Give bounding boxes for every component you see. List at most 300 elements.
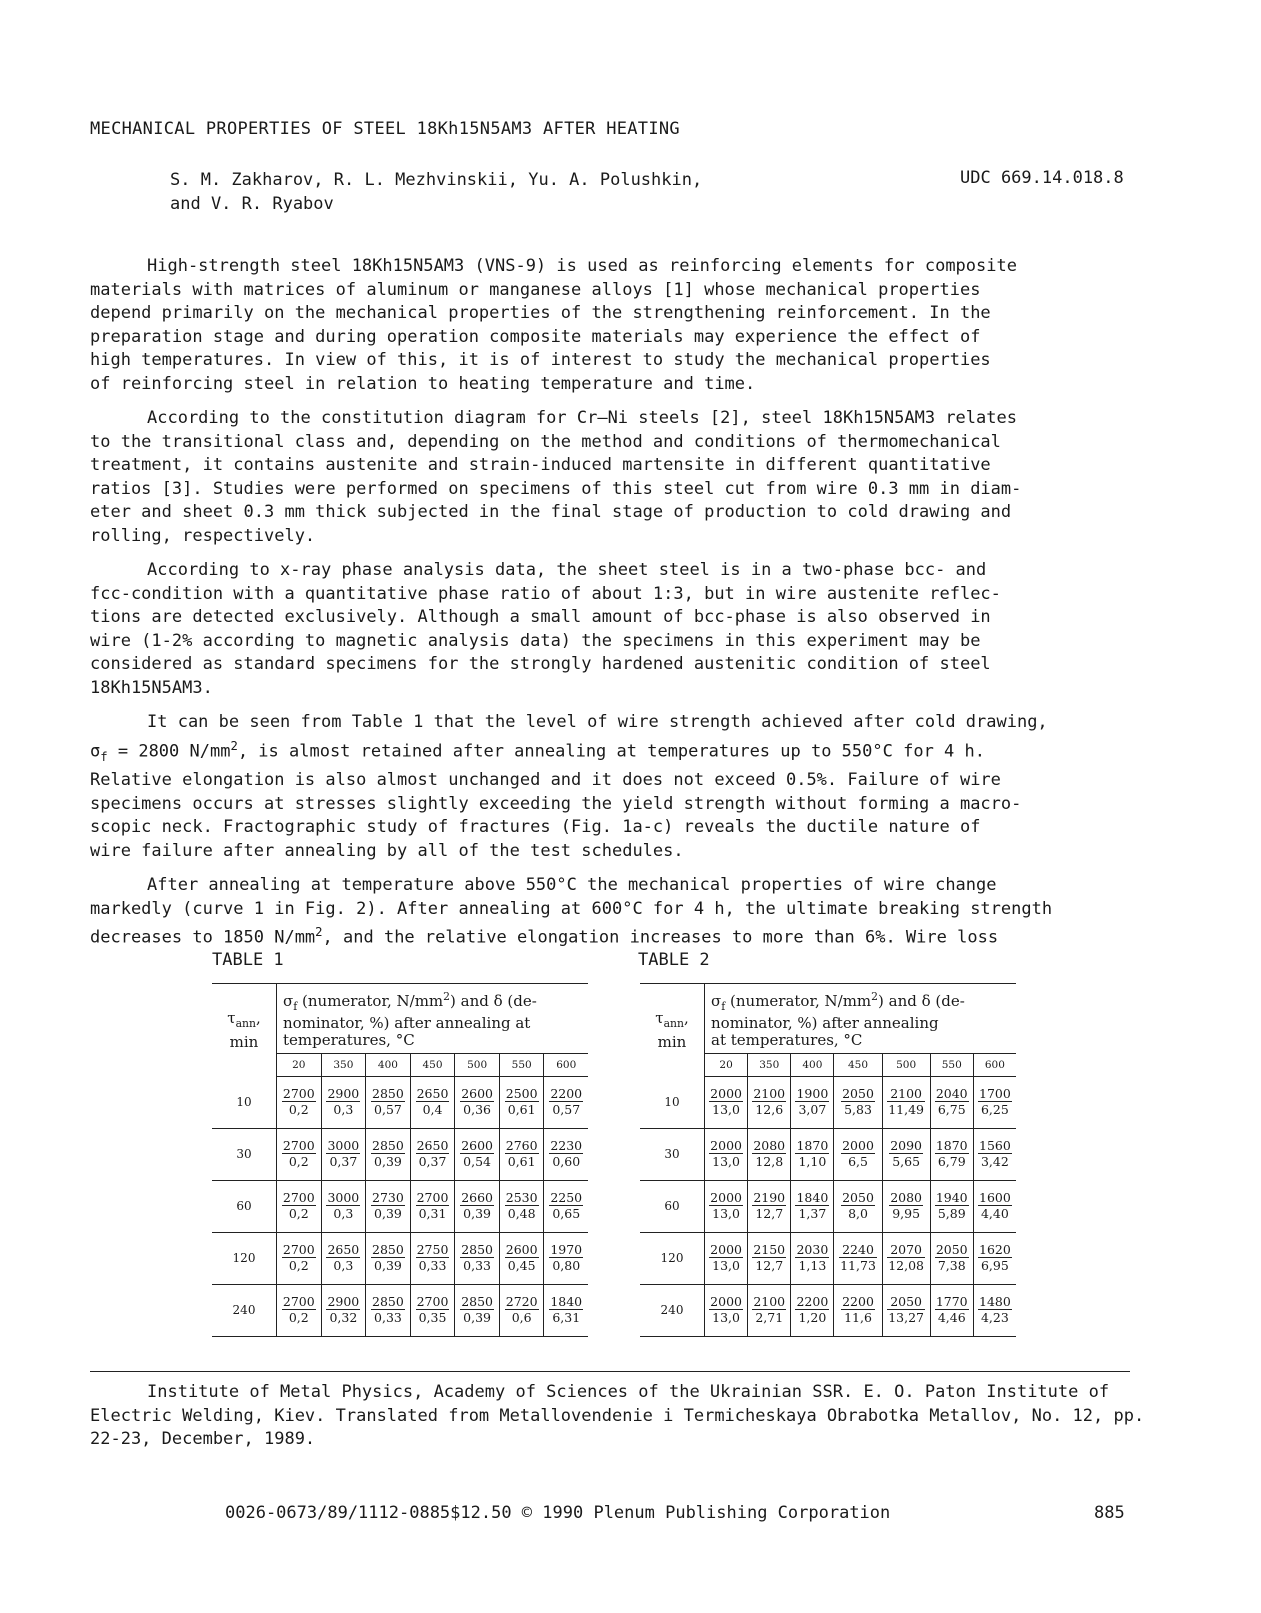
table-cell bbox=[973, 1077, 1016, 1129]
sigma-value: 2050 bbox=[935, 1242, 968, 1257]
fraction bbox=[549, 1138, 583, 1169]
tau-value: 120 bbox=[640, 1232, 705, 1284]
delta-value: 0,33 bbox=[460, 1257, 494, 1273]
delta-value: 13,0 bbox=[709, 1309, 743, 1325]
table-1-caption: TABLE 1 bbox=[212, 950, 284, 970]
sigma-value: 2070 bbox=[890, 1242, 922, 1257]
sigma-value: 2700 bbox=[282, 1242, 315, 1257]
tau-value: 240 bbox=[212, 1284, 277, 1336]
p4-text-a: It can be seen from Table 1 that the level of wire strength achieved after cold drawing, bbox=[147, 712, 1048, 732]
sigma-value: 1970 bbox=[550, 1242, 583, 1257]
temperature-header: 550 bbox=[930, 1054, 973, 1077]
fraction bbox=[752, 1242, 786, 1273]
sigma-value: 2250 bbox=[550, 1190, 583, 1205]
sigma-value: 1840 bbox=[550, 1294, 583, 1309]
table-cell bbox=[499, 1284, 544, 1336]
delta-value: 4,46 bbox=[935, 1309, 969, 1325]
delta-value: 12,8 bbox=[752, 1153, 786, 1169]
table-cell bbox=[834, 1284, 882, 1336]
table-cell bbox=[791, 1284, 834, 1336]
table-row bbox=[640, 1232, 1016, 1284]
delta-value: 13,0 bbox=[709, 1153, 743, 1169]
delta-value: 6,31 bbox=[549, 1309, 583, 1325]
table-row bbox=[640, 1284, 1016, 1336]
table-cell bbox=[705, 1128, 748, 1180]
table-cell bbox=[973, 1180, 1016, 1232]
sigma-value: 1620 bbox=[979, 1242, 1011, 1257]
delta-value: 7,38 bbox=[935, 1257, 969, 1273]
fraction bbox=[889, 1190, 923, 1221]
fraction bbox=[978, 1138, 1012, 1169]
table-cell bbox=[791, 1128, 834, 1180]
table-cell bbox=[882, 1180, 930, 1232]
delta-value: 0,2 bbox=[282, 1205, 316, 1221]
sigma-symbol: σ bbox=[711, 992, 722, 1010]
fraction bbox=[709, 1086, 743, 1117]
article-body bbox=[90, 255, 1172, 961]
delta-value: 0,65 bbox=[549, 1205, 583, 1221]
table-cell bbox=[277, 1284, 322, 1336]
p5-text-a: After annealing at temperature above 550°C the mechanical properties of wire change markedly (curve 1 in Fig. 2). After annealing at 600°C for 4 h, the ultimate breaking strength decreases to 1850 N/mm bbox=[90, 875, 1053, 948]
temperature-header: 350 bbox=[748, 1054, 791, 1077]
table-cell bbox=[748, 1232, 791, 1284]
sigma-sub: f bbox=[293, 1000, 298, 1013]
paragraph-2: According to the constitution diagram for Cr–Ni steels [2], steel 18Kh15N5AM3 relates to the transitional class and, depending on the method and conditions of thermomechanical treatment, it contains austenite and strain-induced martensite in different quantitative ratios [3]. Studies were performed on specimens of this steel cut from wire 0.3 mm in diam- eter and sheet 0.3 mm thick subjected in the final stage of production to cold drawing and rolling, respectively. bbox=[90, 408, 1022, 546]
tau-value: 240 bbox=[640, 1284, 705, 1336]
sigma-value: 2900 bbox=[327, 1086, 360, 1102]
tau-comma: , bbox=[255, 1009, 261, 1028]
tau-symbol: τ bbox=[655, 1009, 664, 1028]
delta-value: 1,37 bbox=[795, 1205, 829, 1221]
fraction bbox=[752, 1138, 786, 1169]
footnote-rule bbox=[90, 1371, 1130, 1372]
fraction bbox=[841, 1086, 875, 1117]
fraction bbox=[841, 1190, 875, 1221]
sigma-value: 2850 bbox=[372, 1086, 404, 1102]
delta-value: 1,13 bbox=[795, 1257, 829, 1273]
sigma-value: 2700 bbox=[282, 1138, 315, 1153]
delta-value: 0,33 bbox=[416, 1257, 450, 1273]
fraction bbox=[549, 1294, 583, 1325]
table-row bbox=[212, 1284, 588, 1336]
fraction bbox=[282, 1138, 316, 1169]
sigma-value: 2900 bbox=[327, 1294, 360, 1309]
fraction bbox=[416, 1086, 450, 1117]
imprint-line: 0026-0673/89/1112-0885$12.50 © 1990 Plenum Publishing Corporation bbox=[225, 1503, 891, 1523]
delta-value: 0,60 bbox=[549, 1153, 583, 1169]
footnote bbox=[90, 1381, 1172, 1452]
delta-value: 0,80 bbox=[549, 1257, 583, 1273]
delta-value: 0,36 bbox=[460, 1101, 494, 1117]
fraction bbox=[371, 1138, 405, 1169]
sigma-value: 2700 bbox=[282, 1294, 315, 1309]
paragraph-1: High-strength steel 18Kh15N5AM3 (VNS-9) is used as reinforcing elements for composite materials with matrices of aluminum or manganese alloys [1] whose mechanical properties depend primarily on the mechanical properties of the strengthening reinforcement. In the preparation stage and during operation composite materials may experience the effect of high temperatures. In view of this, it is of interest to study the mechanical properties of reinforcing steel in relation to heating temperature and time. bbox=[90, 256, 1017, 394]
fraction bbox=[505, 1086, 539, 1117]
delta-value: 5,89 bbox=[935, 1205, 969, 1221]
sigma-value: 2500 bbox=[505, 1086, 538, 1102]
desc-b: ) and δ (de- bbox=[450, 992, 537, 1010]
sigma-value: 2600 bbox=[505, 1242, 538, 1257]
sigma-value: 2650 bbox=[416, 1086, 449, 1102]
tau-value: 30 bbox=[640, 1128, 705, 1180]
delta-value: 2,71 bbox=[752, 1309, 786, 1325]
table-cell bbox=[882, 1077, 930, 1129]
sigma-value: 2000 bbox=[710, 1138, 742, 1153]
sigma-value: 2650 bbox=[416, 1138, 449, 1153]
fraction bbox=[795, 1242, 829, 1273]
delta-value: 0,57 bbox=[371, 1101, 405, 1117]
sigma-value: 2000 bbox=[710, 1190, 742, 1205]
temperature-header: 450 bbox=[410, 1054, 455, 1077]
delta-value: 0,48 bbox=[505, 1205, 539, 1221]
fraction bbox=[549, 1242, 583, 1273]
desc-a: (numerator, N/mm bbox=[297, 992, 444, 1010]
delta-value: 6,25 bbox=[978, 1101, 1012, 1117]
sigma-value: 1870 bbox=[935, 1138, 968, 1153]
delta-value: 0,35 bbox=[416, 1309, 450, 1325]
table-cell bbox=[930, 1180, 973, 1232]
fraction bbox=[282, 1242, 316, 1273]
delta-value: 0,32 bbox=[326, 1309, 360, 1325]
table-cell bbox=[748, 1128, 791, 1180]
fraction bbox=[505, 1138, 539, 1169]
tau-symbol: τ bbox=[227, 1009, 236, 1028]
sigma-value: 3000 bbox=[327, 1190, 360, 1205]
table-cell bbox=[366, 1180, 411, 1232]
delta-value: 4,40 bbox=[978, 1205, 1012, 1221]
delta-value: 0,31 bbox=[416, 1205, 450, 1221]
table-row bbox=[212, 1077, 588, 1129]
sigma-value: 2000 bbox=[710, 1294, 742, 1309]
fraction bbox=[752, 1086, 786, 1117]
fraction bbox=[282, 1190, 316, 1221]
table-cell bbox=[366, 1077, 411, 1129]
p4-sigma: σ bbox=[90, 741, 101, 762]
table-cell bbox=[410, 1232, 455, 1284]
fraction bbox=[841, 1294, 875, 1325]
table-cell bbox=[882, 1128, 930, 1180]
delta-value: 0,3 bbox=[326, 1101, 360, 1117]
sigma-value: 2150 bbox=[753, 1242, 786, 1257]
article-title: MECHANICAL PROPERTIES OF STEEL 18Kh15N5AM3 AFTER HEATING bbox=[90, 119, 680, 139]
table-cell bbox=[748, 1284, 791, 1336]
delta-value: 13,0 bbox=[709, 1257, 743, 1273]
sigma-value: 1480 bbox=[979, 1294, 1011, 1309]
paragraph-4 bbox=[90, 711, 1172, 863]
tau-value: 60 bbox=[640, 1180, 705, 1232]
delta-value: 11,49 bbox=[888, 1102, 924, 1118]
sigma-value: 2650 bbox=[327, 1242, 360, 1257]
p4-sup: 2 bbox=[230, 738, 238, 753]
fraction bbox=[795, 1086, 829, 1117]
fraction bbox=[887, 1086, 925, 1117]
table-cell bbox=[455, 1284, 500, 1336]
delta-value: 3,42 bbox=[978, 1153, 1012, 1169]
fraction bbox=[371, 1190, 405, 1221]
table-cell bbox=[366, 1232, 411, 1284]
delta-value: 0,37 bbox=[416, 1153, 450, 1169]
fraction bbox=[371, 1242, 405, 1273]
table-cell bbox=[834, 1128, 882, 1180]
delta-value: 0,2 bbox=[282, 1101, 316, 1117]
footnote-text: Institute of Metal Physics, Academy of Sciences of the Ukrainian SSR. E. O. Paton Institute of Electric Welding, Kiev. Translated from Metallovendenie i Termicheskaya Obrabotka Metallov, No. 12, pp. 22-23, December, 1989. bbox=[90, 1382, 1145, 1449]
sigma-value: 2200 bbox=[796, 1294, 829, 1309]
table-2 bbox=[640, 983, 1016, 1337]
fraction bbox=[839, 1242, 877, 1273]
table-cell bbox=[973, 1128, 1016, 1180]
fraction bbox=[326, 1294, 360, 1325]
temperature-header: 450 bbox=[834, 1054, 882, 1077]
table-cell bbox=[748, 1180, 791, 1232]
table-cell bbox=[544, 1180, 588, 1232]
delta-value: 0,61 bbox=[505, 1101, 539, 1117]
tau-comma: , bbox=[683, 1009, 689, 1028]
table-cell bbox=[455, 1128, 500, 1180]
fraction bbox=[795, 1294, 829, 1325]
table-cell bbox=[882, 1232, 930, 1284]
desc-c-line-2: nominator, %) after annealing bbox=[711, 1014, 939, 1032]
table-cell bbox=[705, 1077, 748, 1129]
table-cell bbox=[705, 1284, 748, 1336]
fraction bbox=[935, 1294, 969, 1325]
table-cell bbox=[544, 1128, 588, 1180]
delta-value: 0,39 bbox=[460, 1205, 494, 1221]
table-cell bbox=[277, 1077, 322, 1129]
table-cell bbox=[705, 1180, 748, 1232]
table-cell bbox=[321, 1128, 366, 1180]
tau-value: 10 bbox=[640, 1077, 705, 1129]
table-cell bbox=[499, 1077, 544, 1129]
sigma-value: 1900 bbox=[796, 1086, 829, 1102]
fraction bbox=[460, 1242, 494, 1273]
fraction bbox=[935, 1242, 969, 1273]
table-row bbox=[212, 1128, 588, 1180]
delta-value: 12,7 bbox=[752, 1257, 786, 1273]
sigma-value: 2760 bbox=[505, 1138, 538, 1153]
p4-text-b: = 2800 N/mm bbox=[107, 741, 231, 762]
delta-value: 1,10 bbox=[795, 1153, 829, 1169]
table-1-desc-header bbox=[277, 984, 589, 1054]
table-cell bbox=[544, 1284, 588, 1336]
fraction bbox=[935, 1086, 969, 1117]
temperature-header: 20 bbox=[277, 1054, 322, 1077]
table-cell bbox=[791, 1077, 834, 1129]
delta-value: 0,39 bbox=[371, 1257, 405, 1273]
temperature-header: 600 bbox=[973, 1054, 1016, 1077]
sigma-value: 1600 bbox=[979, 1190, 1011, 1205]
fraction bbox=[978, 1294, 1012, 1325]
table-cell bbox=[277, 1128, 322, 1180]
delta-value: 1,20 bbox=[795, 1309, 829, 1325]
delta-value: 11,73 bbox=[840, 1258, 876, 1273]
delta-value: 0,6 bbox=[505, 1309, 539, 1325]
fraction bbox=[326, 1138, 360, 1169]
table-cell bbox=[321, 1232, 366, 1284]
sigma-value: 2200 bbox=[550, 1086, 583, 1102]
sigma-value: 2600 bbox=[461, 1138, 493, 1153]
table-row bbox=[640, 1180, 1016, 1232]
table-cell bbox=[366, 1128, 411, 1180]
authors bbox=[170, 168, 702, 216]
sigma-sub: f bbox=[721, 1000, 726, 1013]
table-cell bbox=[544, 1077, 588, 1129]
tau-value: 30 bbox=[212, 1128, 277, 1180]
table-cell bbox=[410, 1284, 455, 1336]
temperature-header: 500 bbox=[882, 1054, 930, 1077]
table-cell bbox=[321, 1077, 366, 1129]
table-row bbox=[640, 1128, 1016, 1180]
p4-sigma-sub: f bbox=[100, 749, 108, 764]
sigma-value: 2850 bbox=[461, 1294, 493, 1309]
fraction bbox=[282, 1294, 316, 1325]
fraction bbox=[505, 1190, 539, 1221]
delta-value: 0,33 bbox=[371, 1309, 405, 1325]
delta-value: 6,79 bbox=[935, 1153, 969, 1169]
table-1-header-row bbox=[212, 984, 588, 1054]
table-cell bbox=[321, 1284, 366, 1336]
authors-line-1: S. M. Zakharov, R. L. Mezhvinskii, Yu. A. Polushkin, bbox=[170, 170, 703, 190]
table-cell bbox=[277, 1232, 322, 1284]
sigma-value: 2600 bbox=[461, 1086, 493, 1102]
delta-value: 9,95 bbox=[889, 1205, 923, 1221]
table-1-tau-header bbox=[212, 984, 277, 1077]
temperature-header: 600 bbox=[544, 1054, 588, 1077]
sigma-value: 2000 bbox=[710, 1242, 742, 1257]
fraction bbox=[978, 1242, 1012, 1273]
sigma-value: 2080 bbox=[753, 1138, 786, 1153]
delta-value: 0,3 bbox=[326, 1257, 360, 1273]
sigma-value: 2730 bbox=[372, 1190, 404, 1205]
fraction bbox=[460, 1138, 494, 1169]
fraction bbox=[416, 1242, 450, 1273]
temperature-header: 400 bbox=[366, 1054, 411, 1077]
delta-value: 0,2 bbox=[282, 1309, 316, 1325]
fraction bbox=[505, 1242, 539, 1273]
fraction bbox=[887, 1242, 925, 1273]
table-cell bbox=[410, 1180, 455, 1232]
table-cell bbox=[791, 1180, 834, 1232]
table-cell bbox=[410, 1077, 455, 1129]
sigma-value: 3000 bbox=[327, 1138, 360, 1153]
fraction bbox=[709, 1242, 743, 1273]
fraction bbox=[795, 1138, 829, 1169]
fraction bbox=[416, 1294, 450, 1325]
sigma-value: 1840 bbox=[796, 1190, 829, 1205]
fraction bbox=[935, 1138, 969, 1169]
temperature-header: 350 bbox=[321, 1054, 366, 1077]
delta-value: 6,95 bbox=[978, 1257, 1012, 1273]
temperature-header: 550 bbox=[499, 1054, 544, 1077]
tau-sub: ann bbox=[663, 1017, 684, 1031]
udc-code: UDC 669.14.018.8 bbox=[960, 168, 1124, 188]
table-row bbox=[212, 1180, 588, 1232]
sigma-value: 2850 bbox=[372, 1294, 404, 1309]
table-2-header-row bbox=[640, 984, 1016, 1054]
table-cell bbox=[834, 1180, 882, 1232]
fraction bbox=[460, 1294, 494, 1325]
fraction bbox=[978, 1086, 1012, 1117]
sigma-value: 2050 bbox=[842, 1190, 874, 1205]
sigma-value: 2750 bbox=[416, 1242, 449, 1257]
desc-b: ) and δ (de- bbox=[878, 992, 965, 1010]
fraction bbox=[549, 1086, 583, 1117]
sigma-value: 1870 bbox=[796, 1138, 829, 1153]
desc-sup: 2 bbox=[443, 990, 451, 1003]
sigma-value: 2100 bbox=[753, 1086, 786, 1102]
fraction bbox=[935, 1190, 969, 1221]
table-cell bbox=[930, 1077, 973, 1129]
delta-value: 5,83 bbox=[841, 1101, 875, 1117]
sigma-value: 2000 bbox=[842, 1138, 874, 1153]
tau-value: 60 bbox=[212, 1180, 277, 1232]
sigma-value: 2050 bbox=[842, 1086, 874, 1102]
table-cell bbox=[834, 1077, 882, 1129]
sigma-value: 2240 bbox=[842, 1242, 874, 1257]
fraction bbox=[326, 1086, 360, 1117]
sigma-value: 2850 bbox=[372, 1242, 404, 1257]
sigma-value: 2230 bbox=[550, 1138, 583, 1153]
sigma-value: 2040 bbox=[935, 1086, 968, 1102]
temperature-header: 400 bbox=[791, 1054, 834, 1077]
table-cell bbox=[930, 1284, 973, 1336]
table-cell bbox=[277, 1180, 322, 1232]
table-cell bbox=[930, 1232, 973, 1284]
delta-value: 13,27 bbox=[888, 1310, 924, 1325]
fraction bbox=[505, 1294, 539, 1325]
paragraph-5 bbox=[90, 874, 1172, 950]
sigma-value: 2080 bbox=[890, 1190, 923, 1205]
fraction bbox=[752, 1294, 786, 1325]
delta-value: 12,08 bbox=[888, 1258, 924, 1273]
fraction bbox=[752, 1190, 786, 1221]
sigma-symbol: σ bbox=[283, 992, 294, 1010]
desc-c-line-3: at temperatures, °C bbox=[711, 1031, 863, 1049]
desc-c: nominator, %) after annealing at temperatures, °C bbox=[283, 1014, 531, 1049]
min-label: min bbox=[657, 1033, 687, 1052]
table-cell bbox=[973, 1284, 1016, 1336]
paragraph-3: According to x-ray phase analysis data, the sheet steel is in a two-phase bcc- and fcc-condition with a quantitative phase ratio of about 1:3, but in wire austenite reflec- tions are detected exclusively. Although a small amount of bcc-phase is also observed in wire (1-2% according to magnetic analysis data) the specimens in this experiment may be considered as standard specimens for the strongly hardened austenitic condition of steel 18Kh15N5AM3. bbox=[90, 560, 1001, 698]
sigma-value: 2700 bbox=[416, 1294, 449, 1309]
sigma-value: 1940 bbox=[935, 1190, 968, 1205]
table-cell bbox=[748, 1077, 791, 1129]
desc-sup: 2 bbox=[871, 990, 879, 1003]
delta-value: 0,54 bbox=[460, 1153, 494, 1169]
fraction bbox=[889, 1138, 923, 1169]
sigma-value: 2660 bbox=[461, 1190, 493, 1205]
fraction bbox=[416, 1138, 450, 1169]
fraction bbox=[326, 1190, 360, 1221]
table-2-caption: TABLE 2 bbox=[638, 950, 710, 970]
table-row bbox=[212, 1232, 588, 1284]
delta-value: 13,0 bbox=[709, 1205, 743, 1221]
table-row bbox=[640, 1077, 1016, 1129]
sigma-value: 2700 bbox=[282, 1086, 315, 1102]
fraction bbox=[887, 1294, 925, 1325]
fraction bbox=[795, 1190, 829, 1221]
delta-value: 5,65 bbox=[889, 1153, 923, 1169]
delta-value: 8,0 bbox=[841, 1205, 875, 1221]
sigma-value: 2700 bbox=[282, 1190, 315, 1205]
delta-value: 13,0 bbox=[709, 1101, 743, 1117]
delta-value: 6,75 bbox=[935, 1101, 969, 1117]
fraction bbox=[416, 1190, 450, 1221]
sigma-value: 2720 bbox=[505, 1294, 538, 1309]
table-cell bbox=[930, 1128, 973, 1180]
fraction bbox=[326, 1242, 360, 1273]
authors-line-2: and V. R. Ryabov bbox=[170, 194, 334, 214]
sigma-value: 2200 bbox=[842, 1294, 874, 1309]
table-cell bbox=[791, 1232, 834, 1284]
